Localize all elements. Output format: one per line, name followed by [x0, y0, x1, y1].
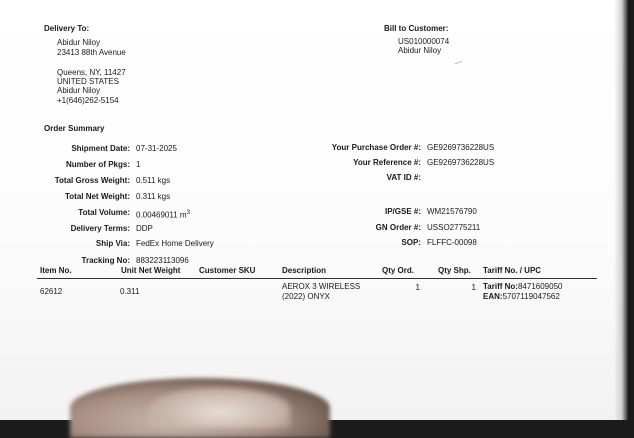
- sop-label: SOP:: [401, 238, 421, 247]
- bill-line: US010000074: [398, 37, 450, 46]
- ip-gse-value: WM21576790: [427, 207, 477, 216]
- item-no-cell: 62612: [40, 287, 63, 296]
- page-edge-shadow: [614, 0, 628, 420]
- qty-shp-cell: 1: [471, 283, 476, 292]
- delivery-terms-value: DDP: [136, 224, 153, 233]
- reference-label: Your Reference #:: [353, 158, 421, 167]
- reference-value: GE9269736228US: [427, 158, 495, 167]
- ip-gse-label: IP/GSE #:: [384, 207, 421, 216]
- tracking-no-label: Tracking No:: [81, 256, 130, 265]
- delivery-heading: Delivery To:: [44, 24, 90, 33]
- shipment-date-value: 07-31-2025: [136, 144, 177, 153]
- num-pkgs-value: 1: [136, 160, 141, 169]
- col-header-qty-shp: Qty Shp.: [438, 266, 471, 275]
- finger-highlight: [150, 388, 290, 428]
- delivery-line: Abidur Niloy: [57, 38, 101, 47]
- ship-via-value: FedEx Home Delivery: [136, 239, 214, 248]
- ean-cell: [483, 292, 560, 302]
- col-header-description: Description: [282, 266, 327, 275]
- delivery-line: Abidur Niloy: [57, 86, 101, 95]
- gross-weight-label: Total Gross Weight:: [54, 176, 130, 185]
- bill-line: Abidur Niloy: [398, 46, 442, 55]
- total-volume-number: 0.00469011 m: [136, 210, 187, 220]
- tracking-no-value: 883223113096: [136, 256, 189, 265]
- net-weight-label: Total Net Weight:: [64, 192, 130, 201]
- net-weight-value: 0.311 kgs: [136, 192, 171, 201]
- qty-ord-cell: 1: [415, 283, 420, 292]
- paper-speck: [455, 61, 464, 67]
- gross-weight-value: 0.511 kgs: [136, 176, 171, 185]
- col-header-qty-ord: Qty Ord.: [382, 266, 415, 275]
- ean-value: 5707119047562: [502, 292, 560, 301]
- gn-order-label: GN Order #:: [375, 223, 421, 232]
- num-pkgs-label: Number of Pkgs:: [65, 160, 130, 169]
- delivery-line: 23413 88th Avenue: [57, 48, 126, 57]
- delivery-terms-label: Delivery Terms:: [70, 224, 130, 233]
- col-header-unit-net-weight: Unit Net Weight: [121, 266, 181, 275]
- tariff-value: 8471609050: [517, 282, 563, 291]
- delivery-line: +1(646)262-5154: [57, 96, 119, 105]
- unit-net-weight-cell: 0.311: [120, 287, 140, 296]
- col-header-tariff-upc: Tariff No. / UPC: [483, 266, 542, 275]
- col-header-item-no: Item No.: [40, 266, 72, 275]
- purchase-order-label: Your Purchase Order #:: [331, 143, 421, 152]
- order-summary-heading: Order Summary: [44, 124, 105, 133]
- vat-id-label: VAT ID #:: [386, 173, 421, 182]
- bill-heading: Bill to Customer:: [384, 24, 449, 33]
- tariff-cell: [483, 282, 562, 292]
- table-header-divider: [37, 278, 597, 279]
- sop-value: FLFFC-00098: [427, 238, 477, 247]
- col-header-customer-sku: Customer SKU: [199, 266, 256, 275]
- gn-order-value: USSO2775211: [427, 223, 481, 232]
- description-line: (2022) ONYX: [282, 292, 331, 301]
- total-volume-label: Total Volume:: [78, 208, 130, 217]
- ship-via-label: Ship Via:: [95, 239, 130, 248]
- purchase-order-value: GE9269736228US: [427, 143, 495, 152]
- description-line: AEROX 3 WIRELESS: [282, 282, 361, 291]
- delivery-line: UNITED STATES: [57, 77, 119, 86]
- tariff-label: Tariff No:: [483, 282, 518, 291]
- ean-label: EAN:: [483, 292, 503, 301]
- shipment-date-label: Shipment Date:: [71, 144, 130, 153]
- total-volume-value: [136, 208, 190, 221]
- volume-unit-sup: 3: [186, 210, 190, 216]
- delivery-line: Queens, NY, 11427: [57, 68, 126, 77]
